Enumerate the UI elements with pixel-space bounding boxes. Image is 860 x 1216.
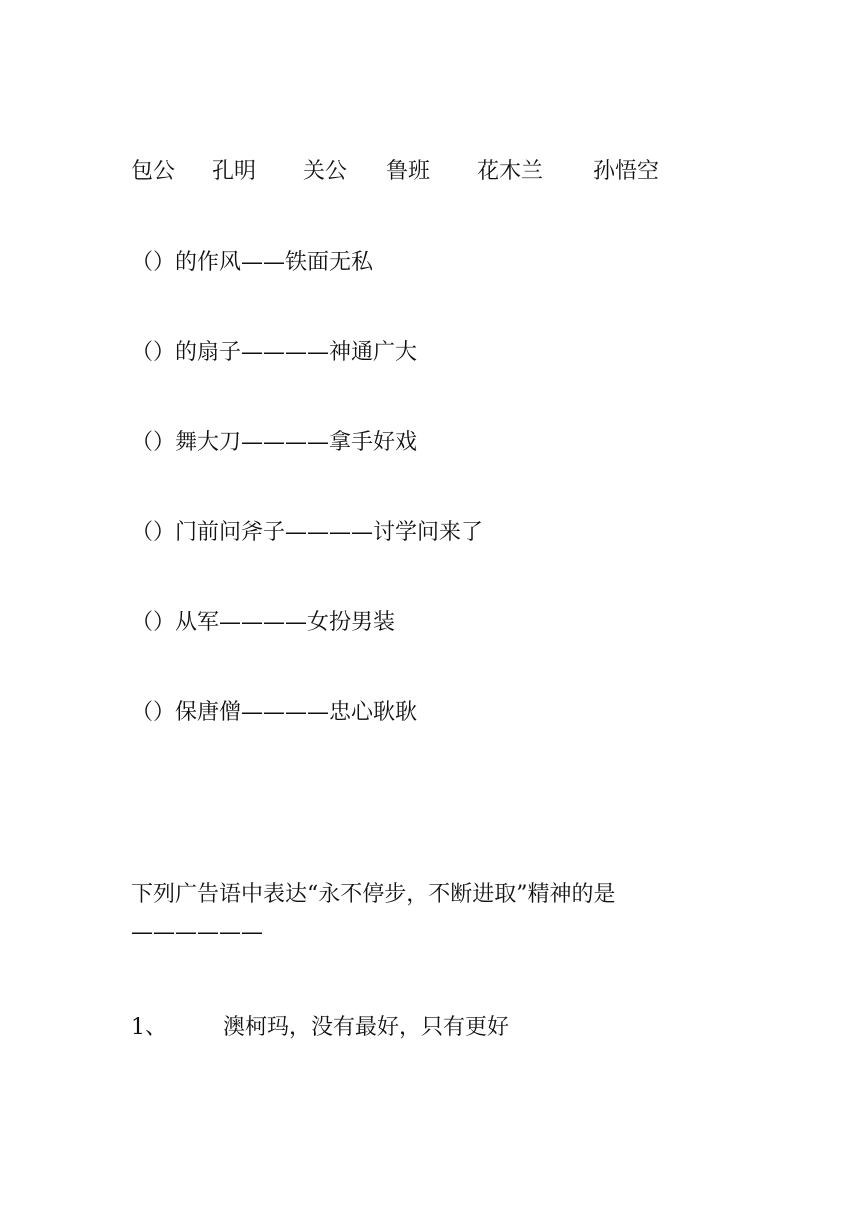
name-sunwukong: 孙悟空 bbox=[593, 159, 660, 184]
question-text: 下列广告语中表达“永不停步，不断进取”精神的是—————— bbox=[131, 882, 616, 945]
name-huamulan: 花木兰 bbox=[477, 159, 544, 184]
fill-line-4: （）门前问斧子————讨学问来了 bbox=[131, 520, 484, 545]
option-text: 澳柯玛，没有最好，只有更好 bbox=[223, 1015, 510, 1040]
option-number: 1、 bbox=[131, 1015, 167, 1040]
fill-line-2: （）的扇子————神通广大 bbox=[131, 340, 418, 365]
name-guangong: 关公 bbox=[303, 159, 348, 184]
fill-line-5: （）从军————女扮男装 bbox=[131, 610, 396, 635]
name-luban: 鲁班 bbox=[386, 159, 431, 184]
answer-option bbox=[131, 1012, 509, 1044]
name-baogong: 包公 bbox=[131, 159, 176, 184]
fill-line-1: （）的作风——铁面无私 bbox=[131, 250, 374, 275]
fill-line-3: （）舞大刀————拿手好戏 bbox=[131, 430, 418, 455]
name-kongming: 孔明 bbox=[212, 159, 257, 184]
fill-line-6: （）保唐僧————忠心耿耿 bbox=[131, 700, 418, 725]
